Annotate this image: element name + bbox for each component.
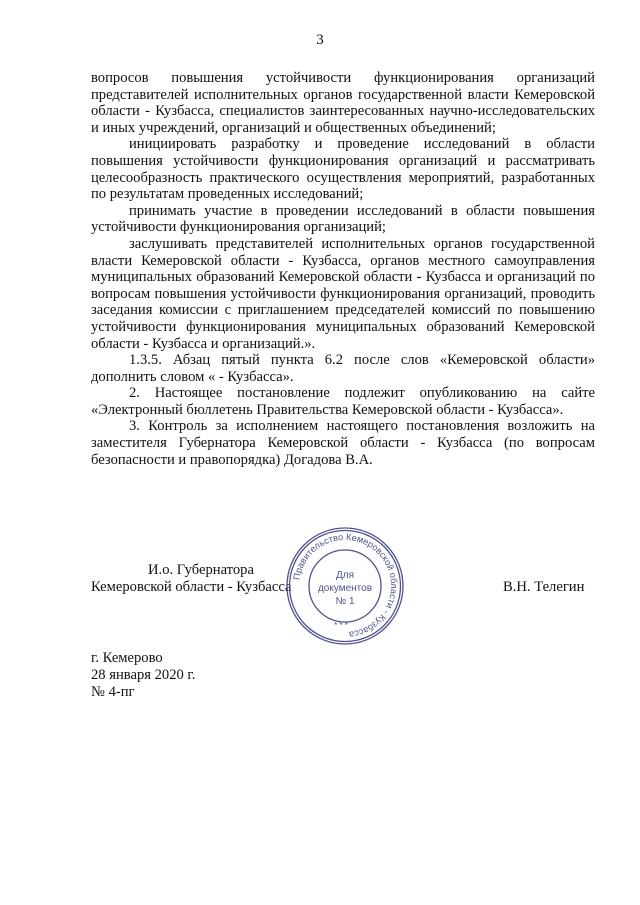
page-number: 3 [316,32,324,48]
footer-date: 28 января 2020 г. [91,667,196,683]
document-body [91,70,595,468]
stamp-ring-text: Правительство Кемеровской области - Кузбасса [291,531,400,640]
signature-title: И.о. Губернатора [148,562,254,578]
document-footer [91,650,195,701]
stamp-center-line: Для [335,570,355,581]
signature-name: В.Н. Телегин [503,579,585,595]
paragraph: вопросов повышения устойчивости функционирования организаций представителей исполнительных органов государственной власти Кемеровской области - Кузбасса, специалистов заинтересованных научно-исследовательских и иных учреждений, организаций и общественных объединений; [91,70,595,136]
official-stamp [283,524,407,648]
paragraph: заслушивать представителей исполнительных органов государственной власти Кемеровской области - Кузбасса, органов местного самоуправления муниципальных образований Кемеровской области - Кузбасса и организаций по вопросам повышения устойчивости функционирования организаций, проводить заседания комиссии с приглашением председателей комиссий по повышению устойчивости функционирования муниципальных образований Кемеровской области - Кузбасса и организаций.». [91,235,595,352]
stamp-center-line: документов [317,583,373,594]
paragraph: 1.3.5. Абзац пятый пункта 6.2 после слов «Кемеровской области» дополнить словом « - Кузбасса». [91,352,595,385]
paragraph: 3. Контроль за исполнением настоящего постановления возложить на заместителя Губернатора Кемеровской области - Кузбасса (по вопросам безопасности и правопорядка) Догадова В.А. [91,418,595,468]
stamp-center-line: № 1 [335,596,355,607]
paragraph: инициировать разработку и проведение исследований в области повышения устойчивости функционирования организаций и рассматривать целесообразность практического осуществления мероприятий, разработанных по результатам проведенных исследований; [91,136,595,203]
signature-region: Кемеровской области - Кузбасса [91,579,292,595]
paragraph: принимать участие в проведении исследований в области повышения устойчивости функционирования организаций; [91,202,595,236]
footer-city: г. Кемерово [91,650,163,666]
footer-number: № 4-пг [91,684,135,700]
paragraph: 2. Настоящее постановление подлежит опубликованию на сайте «Электронный бюллетень Правительства Кемеровской области - Кузбасса». [91,385,595,418]
stamp-stars: * * * [334,621,348,630]
